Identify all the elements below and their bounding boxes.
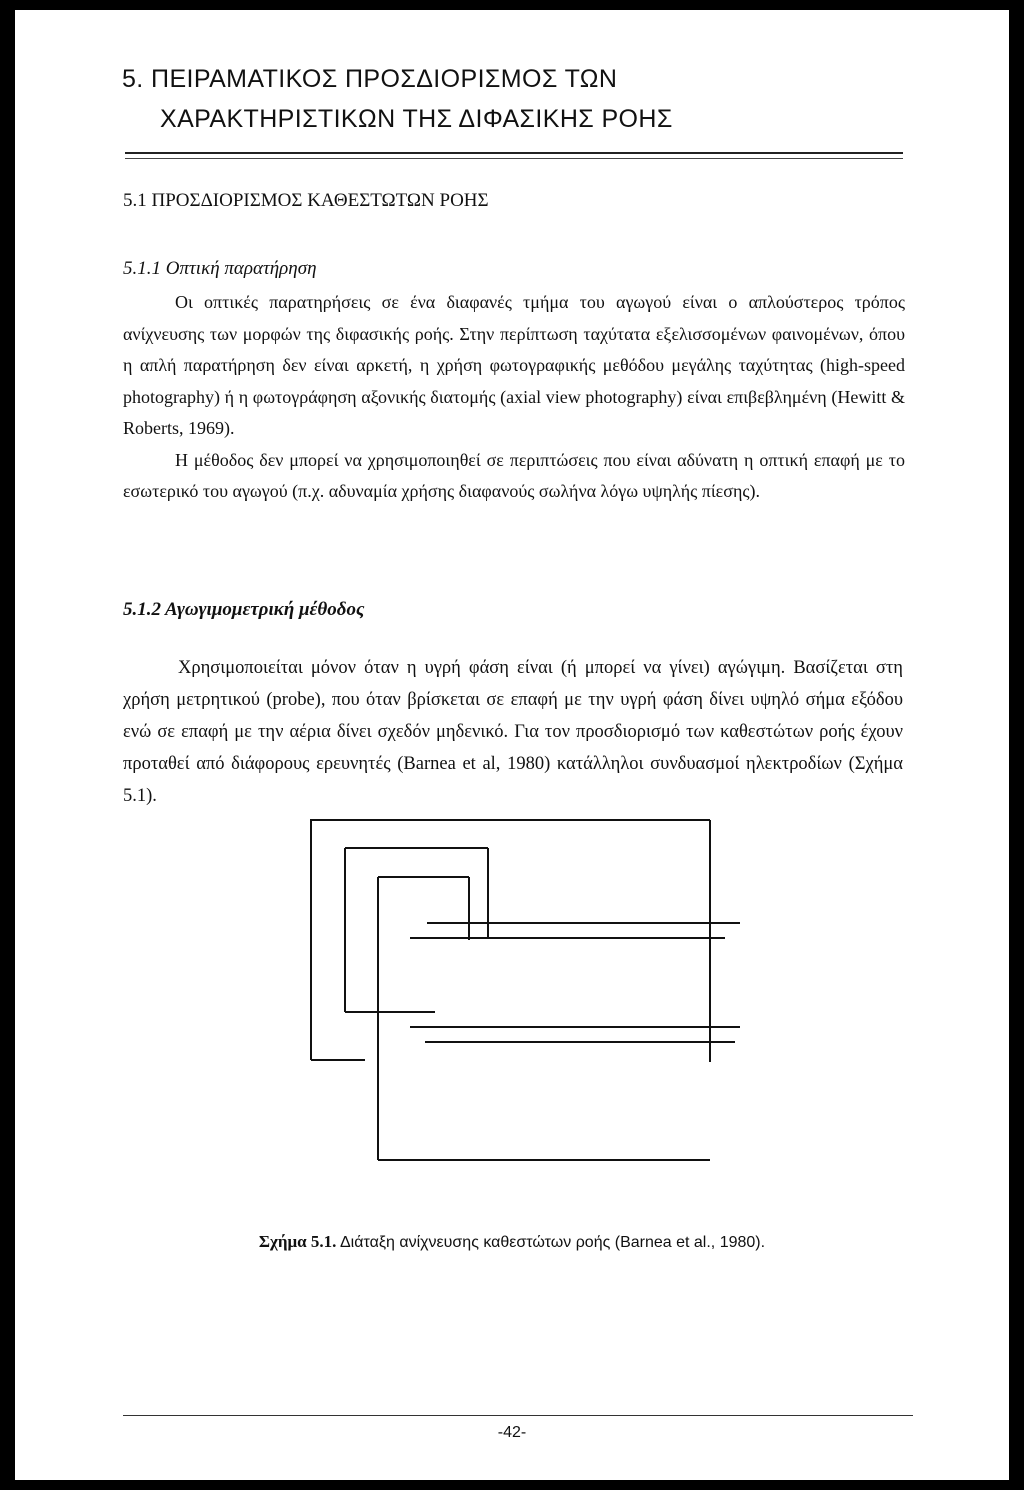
chapter-title-line2: ΧΑΡΑΚΤΗΡΙΣΤΙΚΩΝ ΤΗΣ ΔΙΦΑΣΙΚΗΣ ΡΟΗΣ [160, 105, 673, 133]
electrode-arrangement-figure [15, 10, 1009, 1480]
section-heading: 5.1 ΠΡΟΣΔΙΟΡΙΣΜΟΣ ΚΑΘΕΣΤΩΤΩΝ ΡΟΗΣ [123, 190, 489, 211]
subsection2-heading: 5.1.2 Αγωγιμομετρική μέθοδος [123, 599, 365, 620]
subsection2-paragraph1: Χρησιμοποιείται μόνον όταν η υγρή φάση είναι (ή μπορεί να γίνει) αγώγιμη. Βασίζεται στη χρήση μετρητικού (probe), που όταν βρίσκεται σε επαφή με την υγρή φάση δίνει υψηλό σήμα εξόδου ενώ σε επαφή με την αέρια δίνει σχεδόν μηδενικό. Για τον προσδιορισμό των καθεστώτων ροής έχουν προταθεί από διάφορους ερευνητές (Barnea et al, 1980) κατάλληλοι συνδυασμοί ηλεκτροδίων (Σχήμα 5.1). [123, 658, 903, 806]
outer-electrode-pair [310, 820, 710, 1062]
subsection1-paragraph1: Οι οπτικές παρατηρήσεις σε ένα διαφανές τμήμα του αγωγού είναι ο απλούστερος τρόπος ανίχνευσης των μορφών της διφασικής ροής. Στην περίπτωση ταχύτατα εξελισσομένων φαινομένων, όπου η απλή παρατήρηση δεν είναι αρκετή, η χρήση φωτογραφικής μεθόδου μεγάλης ταχύτητας (high-speed photography) ή η φωτογράφηση αξονικής διατομής (axial view photography) είναι επιβεβλημένη (Hewitt & Roberts, 1969). [123, 292, 905, 438]
pipe-walls [311, 923, 740, 1060]
subsection1-heading: 5.1.1 Οπτική παρατήρηση [123, 258, 317, 279]
figure-caption [15, 1232, 1009, 1252]
figure-caption-label: Σχήμα 5.1. [258, 1232, 337, 1251]
middle-electrode-pair [345, 848, 488, 1012]
document-page [15, 10, 1009, 1480]
inner-electrode-pair [378, 877, 710, 1160]
page-number: -42- [497, 1424, 527, 1441]
footer-rule [123, 1415, 913, 1416]
figure-caption-text: Διάταξη ανίχνευσης καθεστώτων ροής (Barnea et al., 1980). [336, 1234, 766, 1251]
chapter-title-line1: 5. ΠΕΙΡΑΜΑΤΙΚΟΣ ΠΡΟΣΔΙΟΡΙΣΜΟΣ ΤΩΝ [122, 65, 618, 93]
subsection1-paragraph2: Η μέθοδος δεν μπορεί να χρησιμοποιηθεί σε περιπτώσεις που είναι αδύνατη η οπτική επαφή με το εσωτερικό του αγωγού (π.χ. αδυναμία χρήσης διαφανούς σωλήνα λόγω υψηλής πίεσης). [123, 449, 905, 501]
